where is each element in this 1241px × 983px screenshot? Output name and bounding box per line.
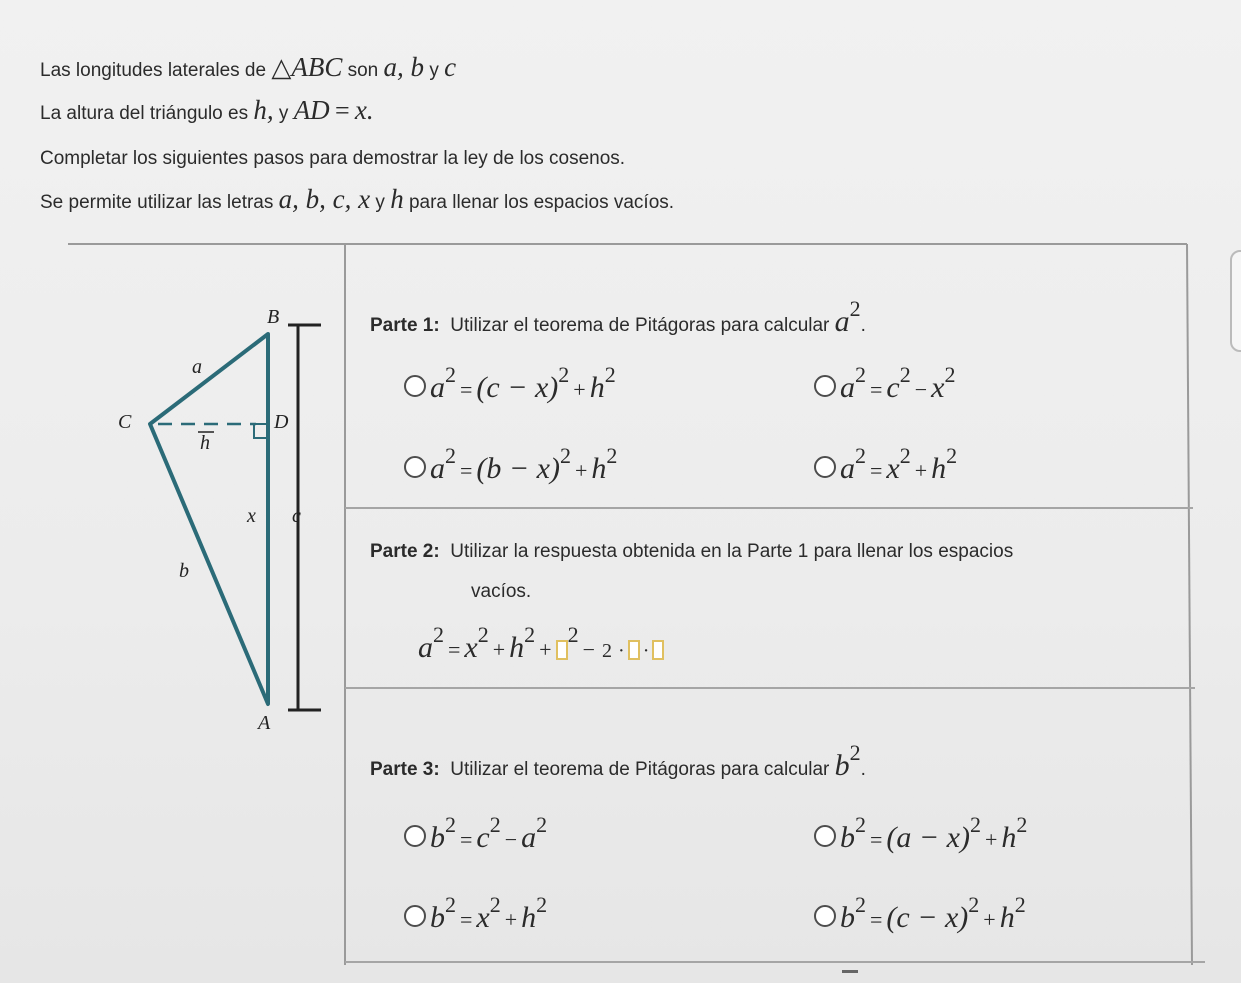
right-angle-marker	[254, 424, 268, 438]
part2-equation: $a^2= x^2+ h^2+^2- 2$ · ·	[418, 626, 664, 665]
radio-button[interactable]	[814, 905, 836, 927]
intro-line-2: La altura del triángulo es h, y AD = x.	[40, 95, 374, 125]
part3-option-2[interactable]: $b^2= (a - x)^2+ h^2$	[814, 816, 1027, 855]
blank-input-2[interactable]	[628, 640, 640, 660]
intro-line-3: Completar los siguientes pasos para demostrar la ley de los cosenos.	[40, 148, 626, 169]
label-side-a: a	[192, 356, 202, 378]
radio-button[interactable]	[404, 825, 426, 847]
intro-line-1: Las longitudes laterales de △ABC son a, b y c	[40, 52, 457, 82]
triangle-figure	[0, 0, 345, 760]
label-side-b: b	[179, 560, 189, 582]
part2-title-line-2: vacíos.	[471, 581, 532, 602]
part1-option-4[interactable]: $a^2= x^2+ h^2$	[814, 447, 957, 486]
label-height-h: h	[200, 432, 210, 454]
radio-button[interactable]	[404, 375, 426, 397]
part1-target: $a^2$	[834, 296, 861, 338]
label-vertex-A: A	[258, 712, 271, 734]
part1-title: Parte 1: Utilizar el teorema de Pitágoras para calcular $a^2$.	[370, 296, 866, 338]
label-side-c: c	[292, 505, 301, 527]
radio-button[interactable]	[814, 456, 836, 478]
label-point-D: D	[274, 411, 289, 433]
intro-line-4: Se permite utilizar las letras a, b, c, x y h para llenar los espacios vacíos.	[40, 184, 675, 214]
part3-option-1[interactable]: $b^2= c^2- a^2$	[404, 816, 547, 855]
side-scroll-tab[interactable]	[1230, 250, 1241, 352]
radio-button[interactable]	[404, 456, 426, 478]
part3-title: Parte 3: Utilizar el teorema de Pitágoras para calcular $b^2$.	[370, 740, 866, 782]
part1-option-2[interactable]: $a^2= c^2- x^2$	[814, 366, 956, 405]
radio-button[interactable]	[814, 825, 836, 847]
label-vertex-C: C	[118, 411, 132, 433]
part3-option-3[interactable]: $b^2= x^2+ h^2$	[404, 896, 547, 935]
blank-input-3[interactable]	[652, 640, 664, 660]
part1-option-1[interactable]: $a^2= (c - x)^2+ h^2$	[404, 366, 616, 405]
radio-button[interactable]	[404, 905, 426, 927]
part1-option-3[interactable]: $a^2= (b - x)^2+ h^2$	[404, 447, 617, 486]
label-segment-x: x	[247, 505, 256, 527]
part2-title: Parte 2: Utilizar la respuesta obtenida en la Parte 1 para llenar los espacios	[370, 541, 1014, 562]
panel-right-border	[1187, 244, 1192, 965]
part3-target: $b^2$	[834, 740, 861, 782]
bottom-handle	[842, 970, 858, 973]
part3-option-4[interactable]: $b^2= (c - x)^2+ h^2$	[814, 896, 1026, 935]
label-vertex-B: B	[267, 306, 280, 328]
radio-button[interactable]	[814, 375, 836, 397]
blank-input-1[interactable]	[556, 640, 568, 660]
